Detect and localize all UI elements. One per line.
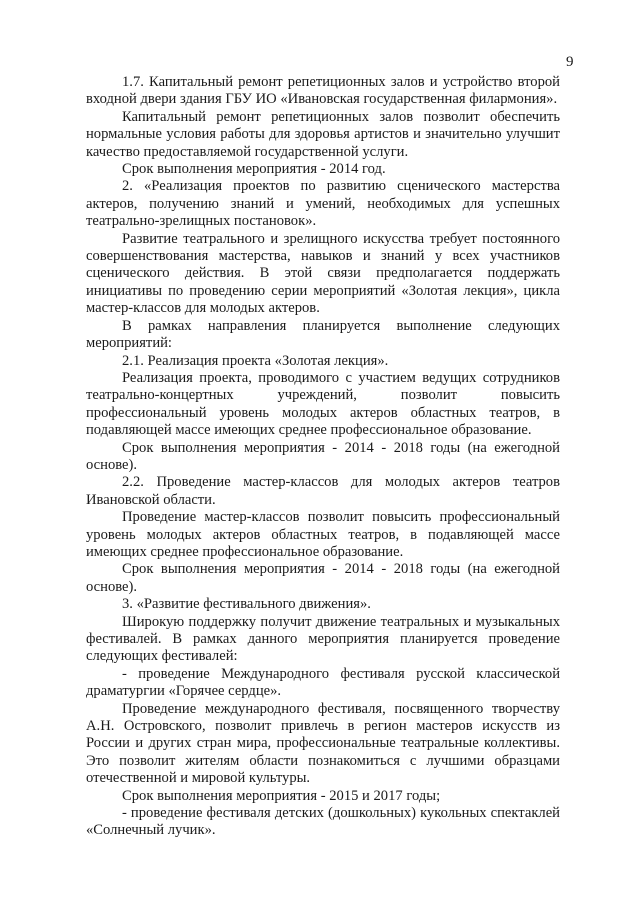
paragraph: Широкую поддержку получит движение театральных и музыкальных фестивалей. В рамках данного мероприятия планируется проведение следующих фестивалей: <box>86 613 560 665</box>
paragraph: Срок выполнения мероприятия - 2014 - 2018 годы (на ежегодной основе). <box>86 439 560 473</box>
paragraph: Срок выполнения мероприятия - 2015 и 2017 годы; <box>122 787 441 804</box>
paragraph: Проведение мастер-классов позволит повысить профессиональный уровень молодых актеров областных театров, в подавляющей массе имеющих среднее профессиональное образование. <box>86 509 560 560</box>
paragraph: 2.2. Проведение мастер-классов для молодых актеров театров Ивановской области. <box>86 474 560 508</box>
paragraph: В рамках направления планируется выполнение следующих мероприятий: <box>86 317 560 352</box>
paragraph: Срок выполнения мероприятия - 2014 год. <box>122 161 386 178</box>
paragraph: 2.1. Реализация проекта «Золотая лекция». <box>122 352 389 369</box>
paragraph: Реализация проекта, проводимого с участием ведущих сотрудников театрально-концертных учреждений, позволит повысить профессиональный уровень молодых актеров областных театров, в подавляющей массе имеющих среднее профессиональное образование. <box>86 369 560 439</box>
paragraph: - проведение фестиваля детских (дошкольных) кукольных спектаклей «Солнечный лучик». <box>86 805 560 839</box>
paragraph: 3. «Развитие фестивального движения». <box>122 596 371 613</box>
paragraph: - проведение Международного фестиваля русской классической драматургии «Горячее сердце». <box>86 665 560 700</box>
paragraph: Проведение международного фестиваля, посвященного творчеству А.Н. Островского, позволит привлечь в регион мастеров искусств из России и других стран мира, профессиональные театральные коллективы. Это позволит жителям области познакомиться с лучшими образцами отечественной и мировой культуры. <box>86 700 560 787</box>
document-body <box>86 74 560 840</box>
paragraph: Капитальный ремонт репетиционных залов позволит обеспечить нормальные условия работы для здоровья артистов и значительно улучшит качество предоставляемой государственной услуги. <box>86 108 560 160</box>
paragraph: Срок выполнения мероприятия - 2014 - 2018 годы (на ежегодной основе). <box>86 561 560 595</box>
paragraph: 1.7. Капитальный ремонт репетиционных залов и устройство второй входной двери здания ГБУ ИО «Ивановская государственная филармония». <box>86 74 560 108</box>
paragraph: 2. «Реализация проектов по развитию сценического мастерства актеров, получению знаний и умений, необходимых для успешных театрально-зрелищных постановок». <box>86 178 560 230</box>
page-number: 9 <box>566 54 574 70</box>
paragraph: Развитие театрального и зрелищного искусства требует постоянного совершенствования мастерства, навыков и знаний у всех участников сценического действия. В этой связи предполагается поддержать инициативы по проведению серии мероприятий «Золотая лекция», цикла мастер-классов для молодых актеров. <box>86 230 560 317</box>
